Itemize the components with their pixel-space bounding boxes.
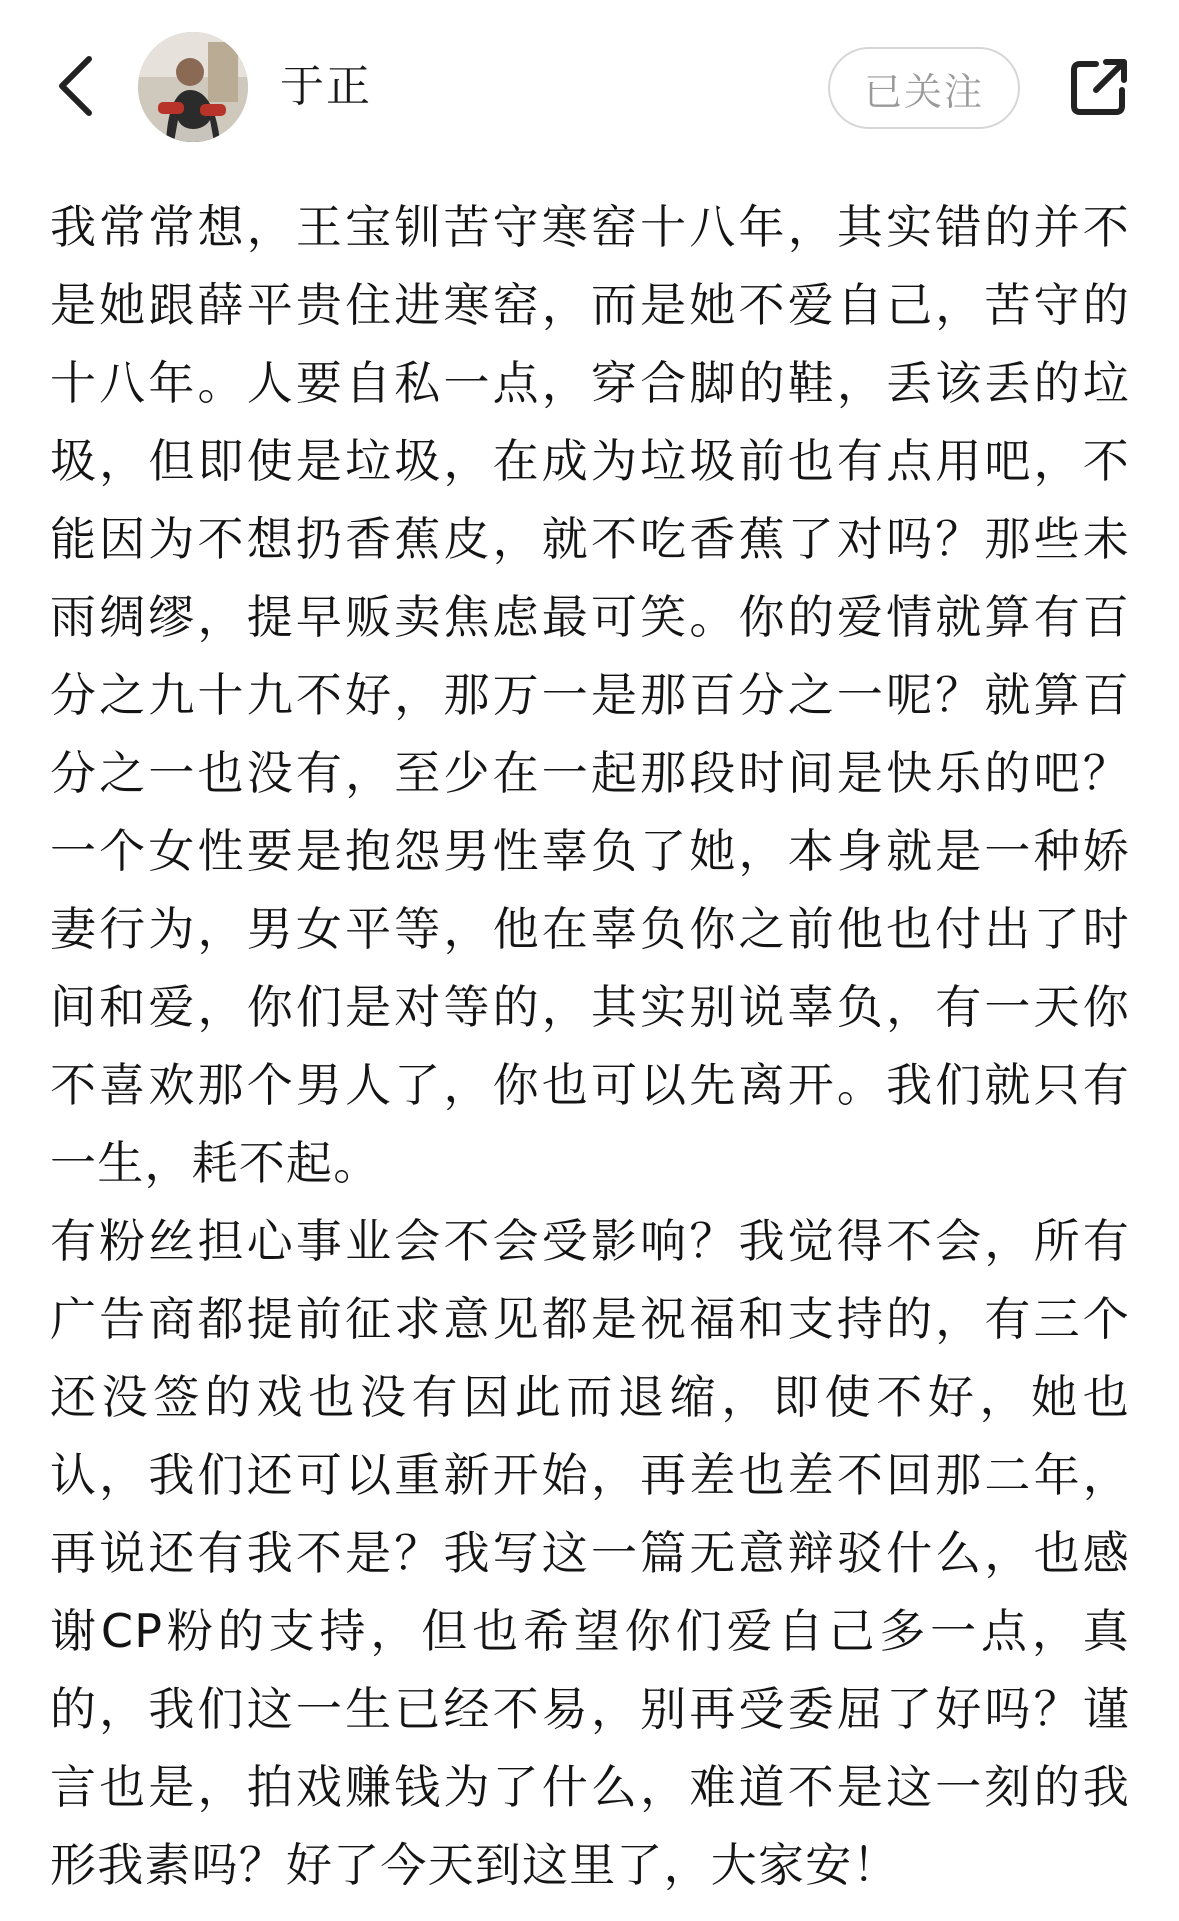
share-external-icon <box>1066 56 1130 124</box>
avatar[interactable] <box>138 32 248 142</box>
chevron-left-icon <box>55 55 95 121</box>
username[interactable]: 于正 <box>280 61 372 112</box>
share-button[interactable] <box>1058 50 1138 130</box>
post-paragraph: 有粉丝担心事业会不会受影响？我觉得不会，所有广告商都提前征求意见都是祝福和支持的，有三个还没签的戏也没有因此而退缩，即使不好，她也认，我们还可以重新开始，再差也差不回那二年，再说还有我不是？我写这一篇无意辩驳什么，也感谢CP粉的支持，但也希望你们爱自己多一点，真的，我们这一生已经不易，别再受委屈了好吗？谨言也是，拍戏赚钱为了什么，难道不是这一刻的我形我素吗？好了今天到这里了，大家安！ <box>50 1214 1130 1892</box>
post-body <box>50 188 1130 1904</box>
back-button[interactable] <box>40 48 110 128</box>
follow-button[interactable]: 已关注 <box>828 47 1020 129</box>
post-paragraph: 我常常想，王宝钏苦守寒窑十八年，其实错的并不是她跟薛平贵住进寒窑，而是她不爱自己，苦守的十八年。人要自私一点，穿合脚的鞋，丢该丢的垃圾，但即使是垃圾，在成为垃圾前也有点用吧，不能因为不想扔香蕉皮，就不吃香蕉了对吗？那些未雨绸缪，提早贩卖焦虑最可笑。你的爱情就算有百分之九十九不好，那万一是那百分之一呢？就算百分之一也没有，至少在一起那段时间是快乐的吧？一个女性要是抱怨男性辜负了她，本身就是一种娇妻行为，男女平等，他在辜负你之前他也付出了时间和爱，你们是对等的，其实别说辜负，有一天你不喜欢那个男人了，你也可以先离开。我们就只有一生，耗不起。 <box>50 200 1130 1190</box>
top-bar <box>0 0 1179 170</box>
